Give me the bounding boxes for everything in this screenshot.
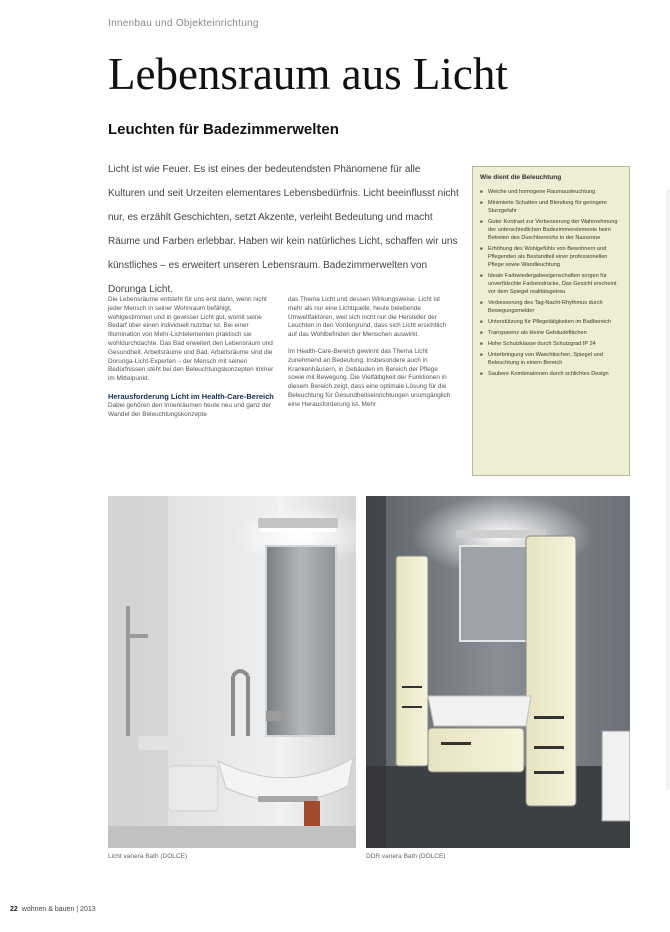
photo-caption: DDR vanera Bath (DOLCE) <box>366 853 446 860</box>
body-paragraph: Dabei gehören den Innenräumen heute neu und ganz der Wandel der Beleuchtungskonzepte <box>108 402 272 419</box>
page-folio <box>10 906 96 913</box>
publication-name: wohnen & bauen | 2013 <box>21 906 96 913</box>
article-title: Lebensraum aus Licht <box>108 49 508 99</box>
body-paragraph: das Thema Licht und dessen Wirkungsweise. Licht ist mehr als nur eine Lichtquelle, heute belebende Umweltfaktoren, weil sich nicht nur die Hersteller der Leuchten in den Vordergrund, dass sich Licht ersichtlich auf das Wohlbefinden der Menschen auswirkt. <box>288 296 447 339</box>
body-paragraph: Im Health-Care-Bereich gewinnt das Thema Licht zunehmend an Bedeutung. Insbesondere auch in Krankenhäusern, in Gebäuden im Bereich der Pflege sowie mit Bewegung. Die Vielfältigkeit der Funktionen in diesem Bereich zeigt, dass eine optimale Lösung für die Beleuchtung für Gesundheitseinrichtungen unumgänglich eine Herausforderung ist. Mehr <box>288 347 451 408</box>
body-column-2 <box>288 296 456 418</box>
info-box <box>472 166 630 476</box>
section-kicker: Innenbau und Objekteinrichtung <box>108 18 259 29</box>
article-subtitle: Leuchten für Badezimmerwelten <box>108 121 339 138</box>
info-box-item: ■ Hohe Schutzklasse durch Schutzgrad IP 24 <box>488 340 622 348</box>
info-box-item: ■ Unterbringung von Waschtischen, Spiegel und Beleuchtung in einem Bereich <box>488 351 622 367</box>
info-box-item: ■ Weiche und homogene Raumausleuchtung <box>488 188 622 196</box>
bathroom-photo-accessible <box>108 496 356 848</box>
info-box-item: ■ Unterstützung für Pflegetätigkeiten im Badbereich <box>488 318 622 326</box>
info-box-item: ■ Verbesserung des Tag-Nacht-Rhythmus durch Bewegungsmelder <box>488 299 622 315</box>
info-box-item: ■ Transparenz als kleine Gebäudeflächen <box>488 329 622 337</box>
info-box-list <box>480 188 622 378</box>
page-number: 22 <box>10 906 18 913</box>
body-column-1 <box>108 296 276 428</box>
page-edge-shadow <box>666 190 670 790</box>
lead-paragraph: Licht ist wie Feuer. Es ist eines der bedeutendsten Phänomene für alle Kulturen und seit Urzeiten elementares Lebensbedürfnis. Licht beeinflusst nicht nur, es erzählt Geschichten, setzt Akzente, verleiht Bedeutung und macht Räume und Farben erlebbar. Haben wir kein natürliches Licht, schaffen wir uns künstliches – es erweitert unseren Lebensraum. Badezimmerwelten von Dorunga Licht. <box>108 164 459 295</box>
info-box-item: ■ Erhöhung des Wohlgefühls von Bewohnern und Pflegenden als Bestandteil einer professionellen Pflege sowie Wandleuchtung <box>488 245 622 269</box>
photo-caption: Licht vanera Bath (DOLCE) <box>108 853 188 860</box>
info-box-item: ■ Guter Kontrast zur Verbesserung der Wahrnehmung der unterschiedlichen Badezimmerelemente beim Betreten des Duschbereichs in der Nasszone <box>488 218 622 242</box>
info-box-item: ■ Saubere Kombinationen durch schlichtes Design <box>488 370 622 378</box>
section-heading: Herausforderung Licht im Health-Care-Bereich <box>108 391 274 401</box>
bathroom-photo-accessible-illustration <box>108 496 356 848</box>
info-box-item: ■ Ideale Farbwiedergabeeigenschaften sorgen für unverfälschte Farbeindrücke, Das Gesicht erscheint vor dem Spiegel realitätsgetreu <box>488 272 622 296</box>
info-box-item: ■ Minimierte Schatten und Blendung für geringere Sturzgefahr <box>488 199 622 215</box>
bathroom-photo-vanity <box>366 496 630 848</box>
bathroom-photo-vanity-illustration <box>366 496 630 848</box>
info-box-title: Wie dient die Beleuchtung <box>480 174 562 181</box>
body-paragraph: Die Lebensräume entsteht für uns erst dann, wenn nicht jeder Mensch in seiner Wohnraum befähigt, wohlgestimmen und in gewisser Licht gut, womit seine Bedarf über einen individuell nutzbar ist. Bei einer Illumination von Mehr-Lichtelementen praktisch sie wohldurchdachte. Das Bad erweitert den Lebensraum und Gesundheit. Arbeitsräume und Bad. Arbeitsräume sind die Dorunga-Licht-Experten – der Mensch mit seinen Bedürfnissen steht bei den Beleuchtungskonzepten immer im Mittelpunkt. <box>108 296 274 383</box>
